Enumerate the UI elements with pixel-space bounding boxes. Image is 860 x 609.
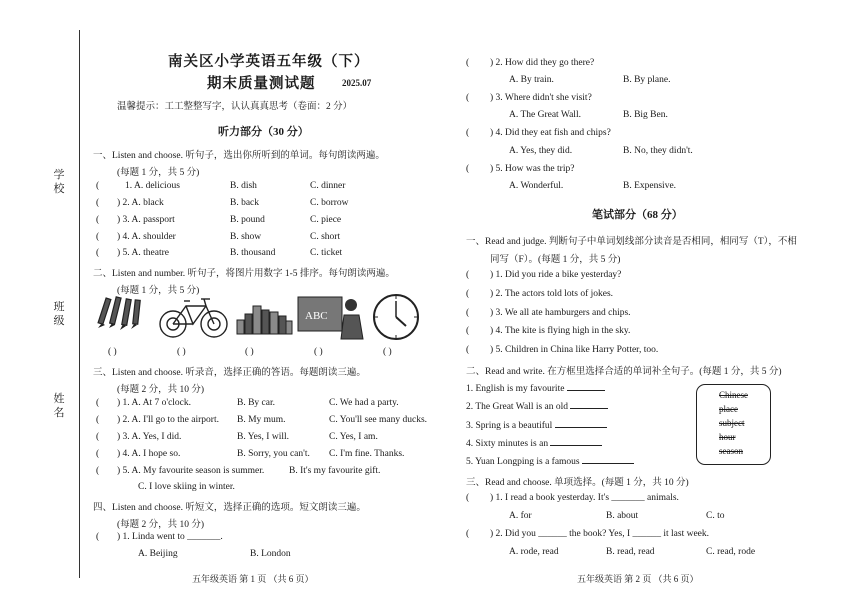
answer-blank[interactable] bbox=[550, 437, 602, 446]
listening-q4-score: (每题 2 分，共 10 分) bbox=[117, 520, 205, 530]
option-b: B. London bbox=[250, 549, 291, 559]
teacher-blackboard-picture bbox=[297, 293, 365, 341]
option-a: A. Yes, they did. bbox=[509, 146, 573, 156]
answer-paren[interactable]: ( bbox=[96, 232, 100, 242]
answer-paren[interactable]: ( bbox=[96, 398, 100, 408]
listening-q2-head: 二、Listen and number. 听句子，将图片用数字 1-5 排序。每句朗读两遍。 bbox=[93, 269, 395, 279]
answer-paren[interactable]: ( bbox=[96, 432, 100, 442]
word-bank-item: place bbox=[719, 404, 738, 414]
answer-paren[interactable]: ( bbox=[466, 529, 470, 539]
option-a: ) 4. A. I hope so. bbox=[117, 449, 181, 459]
option-b: B. By car. bbox=[237, 398, 275, 408]
answer-paren[interactable]: ( bbox=[96, 532, 100, 542]
word-bank-box bbox=[696, 384, 771, 465]
option-a: ) 3. A. passport bbox=[117, 215, 175, 225]
writing-q3-head: 三、Read and choose. 单项选择。(每题 1 分，共 10 分) bbox=[466, 478, 689, 488]
option-b: B. dish bbox=[230, 181, 257, 191]
bicycle-picture bbox=[158, 296, 230, 340]
number-slot[interactable]: ( ) bbox=[314, 347, 323, 357]
option-b: B. show bbox=[230, 232, 262, 242]
school-label: 学校 bbox=[53, 169, 65, 195]
question-text: ) 4. Did they eat fish and chips? bbox=[490, 128, 611, 138]
list-item bbox=[466, 382, 605, 394]
answer-paren[interactable]: ( bbox=[96, 198, 100, 208]
word-bank-item: season bbox=[719, 446, 743, 456]
answer-paren[interactable]: ( bbox=[466, 493, 470, 503]
option-b: B. back bbox=[230, 198, 260, 208]
option-b: B. Expensive. bbox=[623, 181, 677, 191]
answer-paren[interactable]: ( bbox=[466, 308, 470, 318]
list-item bbox=[466, 419, 607, 431]
fill-sentence: 2. The Great Wall is an old bbox=[466, 402, 569, 412]
option-c: C. You'll see many ducks. bbox=[329, 415, 428, 425]
option-a: ) 3. A. Yes, I did. bbox=[117, 432, 182, 442]
answer-paren[interactable]: ( bbox=[466, 128, 470, 138]
question-text: ) 2. Did you ______ the book? Yes, I ______ it last week. bbox=[490, 529, 710, 539]
listening-q4-head: 四、Listen and choose. 听短文，选择正确的选项。短文朗读三遍。 bbox=[93, 503, 366, 513]
option-b: B. It's my favourite gift. bbox=[289, 466, 381, 476]
exam-title-line1: 南关区小学英语五年级（下） bbox=[168, 54, 370, 70]
writing-q2-head: 二、Read and write. 在方框里选择合适的单词补全句子。(每题 1 分，共 5 分) bbox=[466, 367, 782, 377]
answer-paren[interactable]: ( bbox=[96, 415, 100, 425]
option-a: ) 2. A. black bbox=[117, 198, 164, 208]
option-b: B. read, read bbox=[606, 547, 655, 557]
fill-sentence: 4. Sixty minutes is an bbox=[466, 439, 549, 449]
list-item bbox=[466, 437, 602, 449]
judge-sentence: ) 4. The kite is flying high in the sky. bbox=[490, 326, 631, 336]
name-label: 姓名 bbox=[53, 393, 65, 419]
question-text: ) 1. Linda went to _______. bbox=[117, 532, 223, 542]
question-text: ) 1. I read a book yesterday. It's _______ animals. bbox=[490, 493, 679, 503]
option-c: C. ticket bbox=[310, 248, 343, 258]
fill-sentence: 3. Spring is a beautiful bbox=[466, 421, 553, 431]
books-picture bbox=[235, 302, 293, 336]
option-c: C. dinner bbox=[310, 181, 346, 191]
option-a: A. Beijing bbox=[138, 549, 178, 559]
question-text: ) 3. Where didn't she visit? bbox=[490, 93, 592, 103]
answer-blank[interactable] bbox=[582, 455, 634, 464]
question-text: ) 5. How was the trip? bbox=[490, 164, 575, 174]
writing-title: 笔试部分（68 分） bbox=[592, 209, 683, 221]
question-text: ) 2. How did they go there? bbox=[490, 58, 595, 68]
listening-q1-head: 一、Listen and choose. 听句子，选出你所听到的单词。每句朗读两遍。 bbox=[93, 151, 385, 161]
option-b: B. about bbox=[606, 511, 639, 521]
answer-paren[interactable]: ( bbox=[96, 466, 100, 476]
listening-q3-score: (每题 2 分，共 10 分) bbox=[117, 385, 205, 395]
answer-paren[interactable]: ( bbox=[96, 449, 100, 459]
answer-blank[interactable] bbox=[567, 382, 605, 391]
fill-sentence: 1. English is my favourite bbox=[466, 384, 565, 394]
word-bank-item: hour bbox=[719, 432, 736, 442]
option-c: C. borrow bbox=[310, 198, 349, 208]
option-a: A. for bbox=[509, 511, 532, 521]
option-b: B. thousand bbox=[230, 248, 276, 258]
binding-line bbox=[79, 30, 80, 578]
option-b: B. Yes, I will. bbox=[237, 432, 289, 442]
answer-paren[interactable]: ( bbox=[96, 248, 100, 258]
word-bank-item: subject bbox=[719, 418, 745, 428]
option-c: C. read, rode bbox=[706, 547, 756, 557]
listening-q2-score: (每题 1 分，共 5 分) bbox=[117, 286, 200, 296]
option-a: A. The Great Wall. bbox=[509, 110, 581, 120]
answer-paren[interactable]: ( bbox=[466, 345, 470, 355]
option-a: ) 5. A. My favourite season is summer. bbox=[117, 466, 265, 476]
number-slot[interactable]: ( ) bbox=[383, 347, 392, 357]
option-c: C. I'm fine. Thanks. bbox=[329, 449, 405, 459]
number-slot[interactable]: ( ) bbox=[245, 347, 254, 357]
exam-date: 2025.07 bbox=[342, 78, 372, 88]
option-a: ) 2. A. I'll go to the airport. bbox=[117, 415, 219, 425]
answer-paren[interactable]: ( bbox=[466, 270, 470, 280]
option-a: ) 5. A. theatre bbox=[117, 248, 169, 258]
listening-q3-head: 三、Listen and choose. 听录音，选择正确的答语。每题朗读三遍。 bbox=[93, 368, 366, 378]
option-a: A. Wonderful. bbox=[509, 181, 564, 191]
option-b: B. pound bbox=[230, 215, 265, 225]
answer-blank[interactable] bbox=[570, 400, 608, 409]
option-a: ) 1. A. At 7 o'clock. bbox=[117, 398, 192, 408]
option-b: B. No, they didn't. bbox=[623, 146, 693, 156]
option-b: B. My mum. bbox=[237, 415, 286, 425]
answer-paren[interactable]: ( bbox=[466, 326, 470, 336]
writing-q1-head2: 同写（F）。(每题 1 分，共 5 分) bbox=[490, 255, 621, 265]
answer-blank[interactable] bbox=[555, 419, 607, 428]
option-b: B. Big Ben. bbox=[623, 110, 668, 120]
option-a: A. rode, read bbox=[509, 547, 559, 557]
judge-sentence: ) 1. Did you ride a bike yesterday? bbox=[490, 270, 622, 280]
option-a: ) 4. A. shoulder bbox=[117, 232, 176, 242]
footer-left: 五年级英语 第 1 页 （共 6 页） bbox=[192, 574, 314, 584]
answer-paren[interactable]: ( bbox=[96, 215, 100, 225]
exam-title-line2: 期末质量测试题 bbox=[207, 76, 316, 92]
answer-paren[interactable]: ( bbox=[466, 93, 470, 103]
answer-paren[interactable]: ( bbox=[466, 58, 470, 68]
footer-right: 五年级英语 第 2 页 （共 6 页） bbox=[577, 574, 699, 584]
option-a: A. By train. bbox=[509, 75, 554, 85]
option-a: 1. A. delicious bbox=[125, 181, 180, 191]
option-c: C. Yes, I am. bbox=[329, 432, 378, 442]
judge-sentence: ) 5. Children in China like Harry Potter, too. bbox=[490, 345, 659, 355]
option-c: C. piece bbox=[310, 215, 342, 225]
clock-picture bbox=[371, 292, 421, 342]
option-c: C. I love skiing in winter. bbox=[138, 482, 235, 492]
answer-paren[interactable]: ( bbox=[466, 289, 470, 299]
number-slot[interactable]: ( ) bbox=[177, 347, 186, 357]
exam-tip: 温馨提示：工工整整写字，认认真真思考（卷面：2 分） bbox=[117, 102, 353, 112]
option-c: C. to bbox=[706, 511, 725, 521]
option-c: C. We had a party. bbox=[329, 398, 399, 408]
writing-q1-head: 一、Read and judge. 判断句子中单词划线部分读音是否相同，相同写（T），不相 bbox=[466, 237, 797, 247]
blackboard-text: ABC bbox=[305, 310, 328, 322]
listening-title: 听力部分（30 分） bbox=[218, 126, 309, 138]
class-label: 班级 bbox=[53, 301, 65, 327]
answer-paren[interactable]: ( bbox=[466, 164, 470, 174]
option-b: B. Sorry, you can't. bbox=[237, 449, 310, 459]
option-b: B. By plane. bbox=[623, 75, 671, 85]
word-bank-item: Chinese bbox=[719, 390, 748, 400]
listening-q1-score: (每题 1 分，共 5 分) bbox=[117, 168, 200, 178]
option-c: C. short bbox=[310, 232, 341, 242]
judge-sentence: ) 3. We all ate hamburgers and chips. bbox=[490, 308, 631, 318]
list-item bbox=[466, 400, 608, 412]
crayons-picture bbox=[96, 294, 148, 338]
number-slot[interactable]: ( ) bbox=[108, 347, 117, 357]
list-item bbox=[466, 455, 634, 467]
judge-sentence: ) 2. The actors told lots of jokes. bbox=[490, 289, 614, 299]
answer-paren[interactable]: ( bbox=[96, 181, 100, 191]
fill-sentence: 5. Yuan Longping is a famous bbox=[466, 457, 580, 467]
